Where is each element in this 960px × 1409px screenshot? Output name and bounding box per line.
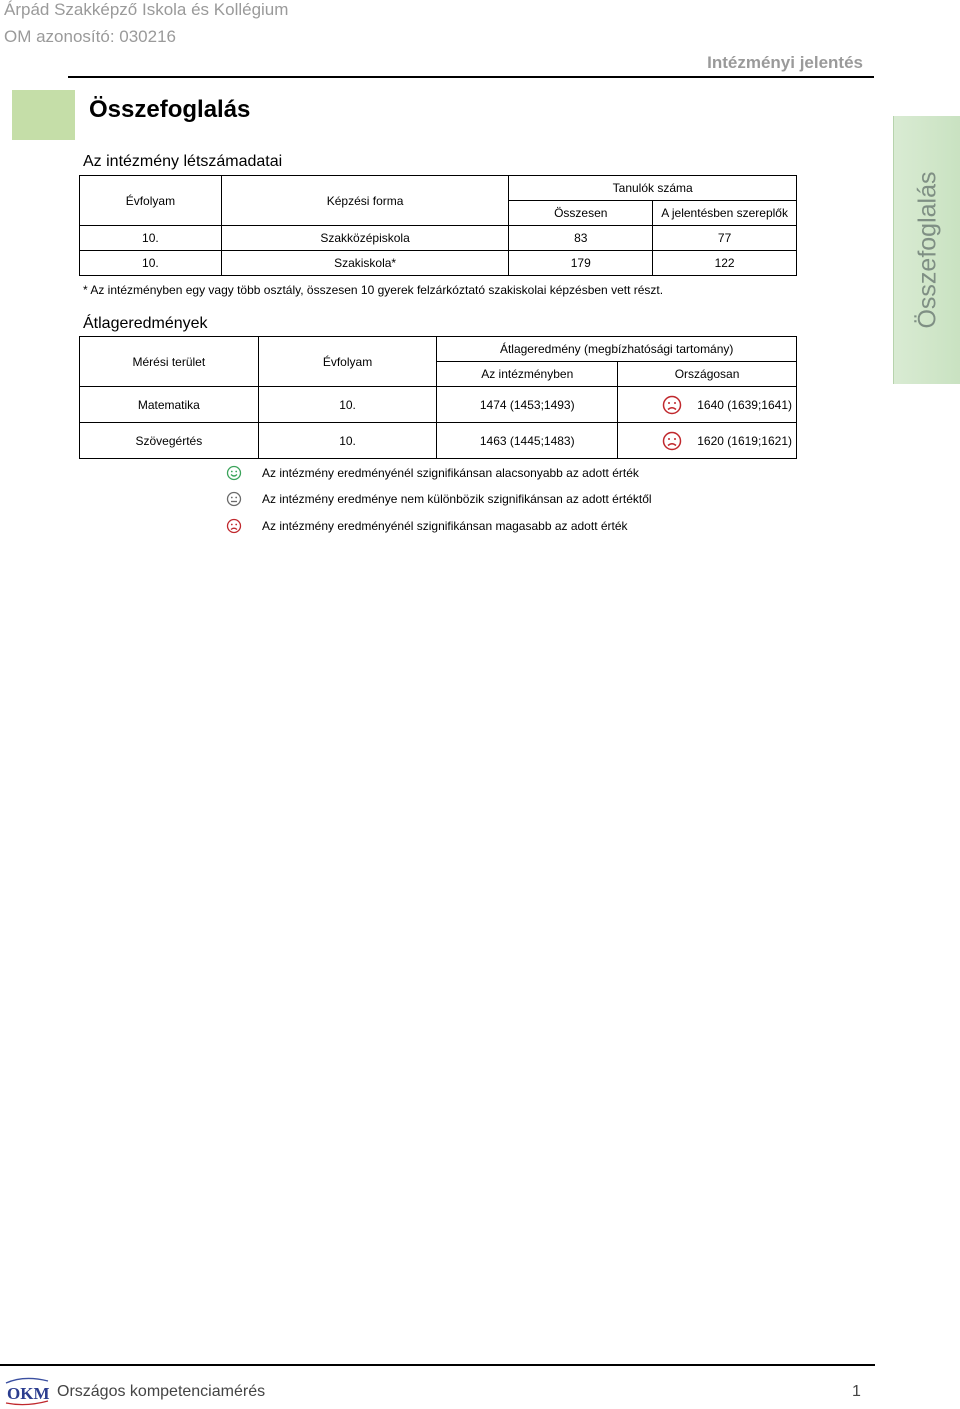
cell-institution: 1463 (1445;1483) [437, 423, 618, 459]
col-header-grade: Évfolyam [80, 176, 222, 226]
legend-item [226, 517, 628, 535]
cell-grade: 10. [80, 251, 222, 276]
header-divider [68, 76, 874, 78]
col-header-total: Összesen [509, 201, 653, 226]
national-value: 1620 (1619;1621) [697, 433, 792, 448]
national-value: 1640 (1639;1641) [697, 397, 792, 412]
cell-national [618, 423, 797, 459]
footer-title: Országos kompetenciamérés [57, 1383, 266, 1400]
sad-face-icon [662, 431, 682, 451]
legend-text: Az intézmény eredményénél szignifikánsan alacsonyabb az adott érték [262, 466, 639, 480]
table-row [80, 251, 797, 276]
page-number: 1 [852, 1383, 861, 1400]
cell-institution: 1474 (1453;1493) [437, 387, 618, 423]
footer-divider [0, 1364, 875, 1366]
table-row [80, 387, 797, 423]
cell-total: 83 [509, 226, 653, 251]
happy-face-icon [226, 465, 242, 481]
cell-in-report: 77 [653, 226, 797, 251]
enrollment-footnote: * Az intézményben egy vagy több osztály, összesen 10 gyerek felzárkóztató szakiskolai képzésben vett részt. [83, 283, 664, 297]
table-row [80, 226, 797, 251]
okm-logo [4, 1373, 50, 1407]
side-tab [893, 116, 960, 384]
legend-item [226, 464, 639, 482]
side-tab-label: Összefoglalás [913, 171, 941, 329]
col-header-average: Átlageredmény (megbízhatósági tartomány) [437, 337, 797, 362]
cell-form: Szakközépiskola [221, 226, 509, 251]
cell-grade: 10. [258, 423, 437, 459]
cell-national [618, 387, 797, 423]
averages-table [79, 336, 797, 459]
table-row [80, 423, 797, 459]
col-header-national: Országosan [618, 362, 797, 387]
title-accent-box [12, 90, 75, 140]
school-name: Árpád Szakképző Iskola és Kollégium [4, 0, 289, 19]
col-header-students: Tanulók száma [509, 176, 797, 201]
om-id: OM azonosító: 030216 [4, 27, 177, 46]
enrollment-heading: Az intézmény létszámadatai [83, 153, 283, 170]
sad-face-icon [226, 518, 242, 534]
cell-in-report: 122 [653, 251, 797, 276]
col-header-institution: Az intézményben [437, 362, 618, 387]
legend-text: Az intézmény eredményénél szignifikánsan magasabb az adott érték [262, 519, 628, 533]
page-title: Összefoglalás [89, 96, 251, 123]
enrollment-table [79, 175, 797, 276]
cell-area: Matematika [80, 387, 259, 423]
report-type: Intézményi jelentés [707, 53, 863, 72]
col-header-in-report: A jelentésben szereplők [653, 201, 797, 226]
neutral-face-icon [226, 491, 242, 507]
col-header-area: Mérési terület [80, 337, 259, 387]
legend-text: Az intézmény eredménye nem különbözik szignifikánsan az adott értéktől [262, 492, 652, 506]
averages-heading: Átlageredmények [83, 315, 208, 332]
cell-total: 179 [509, 251, 653, 276]
cell-area: Szövegértés [80, 423, 259, 459]
svg-text:OKM: OKM [7, 1384, 50, 1403]
cell-grade: 10. [258, 387, 437, 423]
sad-face-icon [662, 395, 682, 415]
col-header-form: Képzési forma [221, 176, 509, 226]
cell-grade: 10. [80, 226, 222, 251]
col-header-grade: Évfolyam [258, 337, 437, 387]
legend-item [226, 490, 652, 508]
cell-form: Szakiskola* [221, 251, 509, 276]
